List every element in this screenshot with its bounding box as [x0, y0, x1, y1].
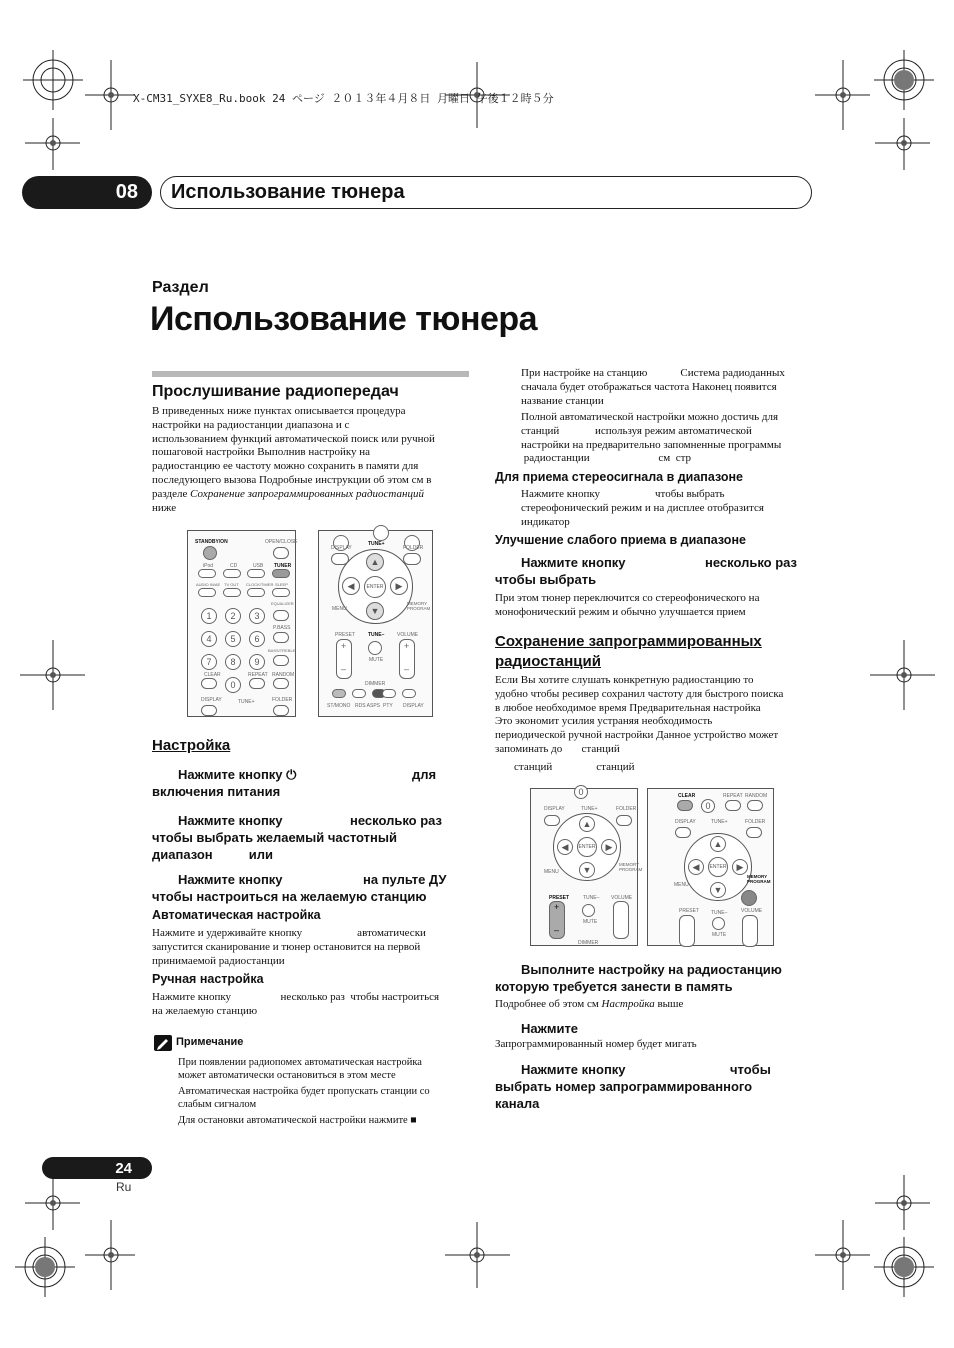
presets-text [495, 674, 815, 757]
digit-1-button[interactable]: 1 [201, 608, 217, 624]
chapter-number: 08 [22, 176, 152, 209]
body-line: индикатор [521, 515, 570, 528]
pty-label: PTY [383, 703, 393, 709]
tuner-label: TUNER [274, 563, 292, 569]
equalizer-button[interactable] [273, 610, 289, 621]
tune-down-button[interactable]: ▼ [579, 862, 595, 878]
digit-5-button[interactable]: 5 [225, 631, 241, 647]
step-text: чтобы настроиться на желаемую станцию [152, 889, 427, 904]
step-text: Нажмите кнопку [521, 555, 626, 570]
weak-reception-step [495, 554, 815, 588]
step-text: чтобы выбрать [495, 572, 597, 587]
folder-label: FOLDER [745, 819, 766, 825]
note-line: может автоматически остановиться в этом месте [178, 1070, 396, 1081]
mute-button[interactable] [368, 641, 382, 655]
random-label: RANDOM [745, 793, 768, 799]
tune-plus-label: TUNE+ [368, 541, 385, 547]
body-line: Нажмите кнопку чтобы выбрать [521, 488, 725, 500]
body-line: Нажмите и удерживайте кнопку автоматически [152, 927, 426, 939]
st-mono-label: ST/MONO [327, 703, 351, 709]
preset-step-2-note: Запрограммированный номер будет мигать [495, 1038, 697, 1050]
usb-label: USB [253, 563, 264, 569]
audio-in-button[interactable] [198, 588, 216, 597]
random-label: RANDOM [272, 672, 295, 678]
tune-down-button[interactable]: ▼ [710, 882, 726, 898]
step-text: включения питания [152, 784, 281, 799]
mute-label: MUTE [369, 657, 384, 663]
tuning-link[interactable]: Настройка [601, 998, 655, 1010]
bass-treble-label: BASS/TREBLE [268, 648, 296, 653]
intro-line: ниже [152, 501, 177, 514]
cd-label: CD [230, 563, 238, 569]
body-line: удобно чтобы ресивер сохранил частоту для быстрого поиска [495, 687, 784, 700]
digit-4-button[interactable]: 4 [201, 631, 217, 647]
play-button[interactable] [352, 689, 366, 698]
standby-label: STANDBY/ON [195, 539, 228, 545]
enter-button[interactable]: ENTER [364, 576, 386, 598]
open-close-label: OPEN/CLOSE [265, 539, 298, 545]
listening-heading: Прослушивание радиопередач [152, 383, 399, 400]
clock-timer-button[interactable] [247, 588, 265, 597]
page-number: 24 [42, 1157, 152, 1179]
intro-paragraph [152, 405, 472, 515]
step-text: на пульте ДУ [363, 872, 447, 887]
ipod-label: iPod [203, 563, 214, 569]
open-close-button[interactable] [273, 547, 289, 559]
auto-preset-paragraph [521, 411, 821, 466]
usb-button[interactable] [247, 569, 265, 578]
folder-button[interactable] [403, 553, 421, 565]
body-line: периодической ручной настройки Данное устройство может [495, 729, 779, 742]
note-list [178, 1056, 478, 1127]
step-text: Нажмите кнопку [178, 813, 283, 828]
rds-paragraph [521, 367, 821, 408]
cd-button[interactable] [223, 569, 241, 578]
body-line: в любое необходимое время Предварительная настройка [495, 701, 761, 714]
menu-label: MENU [544, 869, 559, 875]
digit-2-button[interactable]: 2 [225, 608, 241, 624]
mute-button[interactable] [712, 917, 725, 930]
tune-plus-label: TUNE+ [581, 806, 598, 812]
step-text: для [412, 767, 437, 782]
clear-button[interactable] [201, 678, 217, 689]
remote-illustration-navigation [318, 530, 433, 717]
auto-tuning-heading: Автоматическая настройка [152, 908, 321, 922]
clear-label: CLEAR [204, 672, 221, 678]
mute-button[interactable] [582, 904, 595, 917]
tune-up-button[interactable]: ▲ [579, 816, 595, 832]
stereo-text [521, 488, 821, 529]
clear-button[interactable] [677, 800, 693, 811]
repeat-label: REPEAT [723, 793, 743, 799]
body-line: радиостанции см стр [521, 452, 692, 465]
intro-line: пошаговой настройки Выполнив настройку на [152, 446, 371, 459]
body-line: Это экономит усилия устраняя необходимость [495, 715, 713, 728]
body-line: станций станций [514, 761, 635, 773]
tune-plus-label: TUNE+ [711, 819, 728, 825]
step-text: Нажмите кнопку [521, 1062, 626, 1077]
intro-line: радиостанцию ее частоту можно сохранить в памяти для [152, 460, 419, 473]
sleep-label: SLEEP [275, 582, 288, 587]
left-arrow-button[interactable]: ◀ [557, 839, 573, 855]
clear-label: CLEAR [678, 793, 696, 799]
intro-line: В приведенных ниже пунктах описывается процедура [152, 405, 406, 417]
repeat-button[interactable] [725, 800, 741, 811]
repeat-button[interactable] [249, 678, 265, 689]
digit-0-button[interactable]: 0 [701, 799, 715, 813]
note-line: слабым сигналом [178, 1099, 257, 1110]
menu-label: MENU [674, 882, 689, 888]
remote-illustration-memory [647, 788, 774, 946]
round-button[interactable] [373, 525, 389, 541]
intro-ref-line [152, 488, 472, 502]
page-language: Ru [116, 1180, 132, 1194]
note-prefix: Подробнее об этом см [495, 998, 602, 1010]
folder-label: FOLDER [403, 545, 424, 551]
display-label: DISPLAY [544, 806, 565, 812]
right-arrow-button[interactable]: ▶ [390, 577, 408, 595]
tv-out-label: TV OUT [224, 582, 239, 587]
weak-reception-text [495, 592, 815, 620]
body-line: принимаемой радиостанции [152, 954, 285, 967]
display-button[interactable] [544, 815, 560, 826]
folder-button[interactable] [746, 827, 762, 838]
body-line: При настройке на станцию Система радиоданных [521, 367, 785, 379]
note-line: При появлении радиопомех автоматическая настройка [178, 1057, 422, 1068]
manual-tuning-heading: Ручная настройка [152, 972, 264, 986]
tune-plus-label: TUNE+ [238, 699, 255, 705]
intro-line: последующего вызова Подробные инструкции об этом см в [152, 473, 432, 486]
note-heading: Примечание [176, 1036, 244, 1048]
preset-minus-label: – [341, 664, 347, 674]
body-line: стереофонический режим и на дисплее отобразится [521, 501, 764, 514]
folder-button[interactable] [273, 705, 289, 716]
preset-plus-label: + [341, 641, 347, 651]
dimmer-label: DIMMER [365, 681, 386, 687]
random-button[interactable] [747, 800, 763, 811]
step-text: несколько раз [705, 555, 798, 570]
rewind-button[interactable] [332, 689, 346, 698]
stations-line [514, 761, 635, 775]
remote-illustration-main [187, 530, 296, 717]
equalizer-label: EQUALIZER [271, 601, 294, 606]
body-line: При этом тюнер переключится со стереофонического на [495, 592, 760, 604]
intro-line: использованием функций автоматической поиск или ручной [152, 432, 435, 445]
manual-tuning-text [152, 991, 472, 1019]
body-line: станций используя режим автоматической [521, 424, 752, 437]
random-button[interactable] [273, 678, 289, 689]
display-label: DISPLAY [403, 703, 424, 709]
memory-program-label: MEMORY PROGRAM [747, 874, 771, 884]
memory-program-label: MEMORY PROGRAM [619, 862, 643, 872]
tune-up-button[interactable]: ▲ [710, 836, 726, 852]
section-label: Раздел [152, 279, 209, 296]
digit-7-button[interactable]: 7 [201, 654, 217, 670]
body-line: запоминать до станций [495, 742, 620, 755]
tune-minus-label: TUNE– [583, 895, 600, 901]
body-line: Нажмите кнопку несколько раз чтобы настроиться [152, 991, 440, 1003]
note-pencil-icon [154, 1035, 172, 1051]
preset-rocker[interactable] [679, 915, 695, 947]
body-line: название станции [521, 394, 604, 407]
volume-label: VOLUME [397, 632, 419, 638]
intro-ref-link[interactable]: Сохранение запрограммированных радиостанций [190, 487, 424, 500]
tuning-step-2 [152, 812, 472, 863]
note-line: Для остановки автоматической настройки нажмите ■ [178, 1115, 417, 1126]
display-label: DISPLAY [201, 697, 222, 703]
left-arrow-button[interactable]: ◀ [688, 859, 704, 875]
remote-illustration-preset [530, 787, 643, 946]
sleep-button[interactable] [272, 588, 290, 597]
presets-heading [495, 632, 762, 672]
forward-button[interactable] [402, 689, 416, 698]
dimmer-label: DIMMER [578, 940, 599, 946]
preset-step-1-note [495, 998, 683, 1012]
preset-step-1 [495, 961, 815, 995]
step-text: чтобы [730, 1062, 771, 1077]
mute-label: MUTE [583, 919, 598, 925]
digit-8-button[interactable]: 8 [225, 654, 241, 670]
body-line: Полной автоматической настройки можно достичь для [521, 411, 779, 423]
digit-9-button[interactable]: 9 [249, 654, 265, 670]
volume-label: VOLUME [741, 908, 763, 914]
preset-label: PRESET [335, 632, 356, 638]
enter-button[interactable]: ENTER [708, 857, 728, 877]
step-text: Нажмите кнопку [178, 872, 283, 887]
step-text: несколько раз [350, 813, 443, 828]
digit-6-button[interactable]: 6 [249, 631, 265, 647]
menu-label: MENU [332, 606, 347, 612]
bass-treble-button[interactable] [273, 655, 289, 666]
memory-program-label: MEMORY PROGRAM [407, 601, 431, 611]
tuning-heading: Настройка [152, 737, 231, 754]
note-suffix: выше [654, 998, 684, 1010]
body-line: Если Вы хотите слушать конкретную радиостанцию то [495, 674, 754, 686]
folder-label: FOLDER [616, 806, 637, 812]
step-text: выбрать номер запрограммированного [495, 1079, 753, 1094]
right-arrow-button[interactable]: ▶ [732, 859, 748, 875]
audio-in-label: AUDIO IN/AE [196, 582, 221, 587]
standby-button[interactable] [203, 546, 217, 560]
clock-timer-label: CLOCK/TIMER [246, 582, 274, 587]
tune-minus-label: TUNE– [368, 632, 385, 638]
presets-heading-line: радиостанций [495, 653, 601, 670]
preset-label: PRESET [549, 895, 570, 901]
tuning-step-3 [152, 871, 472, 905]
display-button[interactable] [675, 827, 691, 838]
tv-out-button[interactable] [223, 588, 241, 597]
display-label: DISPLAY [675, 819, 696, 825]
tuner-button[interactable] [272, 569, 290, 578]
volume-minus-label: – [404, 664, 410, 674]
pause-button[interactable] [382, 689, 396, 698]
mute-label: MUTE [712, 932, 727, 938]
folder-button[interactable] [616, 815, 632, 826]
step-text: канала [495, 1096, 540, 1111]
step-text: чтобы выбрать желаемый частотный [152, 830, 397, 845]
body-line: запустится сканирование и тюнер остановится на первой [152, 940, 421, 953]
ipod-button[interactable] [198, 569, 216, 578]
preset-step-2: Нажмите [521, 1021, 579, 1036]
digit-0-button[interactable]: 0 [225, 677, 241, 693]
page-title: Использование тюнера [150, 300, 538, 338]
rds-asps-label: RDS ASPS [355, 703, 381, 709]
pbass-button[interactable] [273, 632, 289, 643]
preset-minus-label: – [554, 925, 560, 935]
preset-plus-label: + [554, 902, 560, 912]
chapter-title: Использование тюнера [160, 176, 812, 209]
display-label: DISPLAY [331, 545, 352, 551]
volume-plus-label: + [404, 641, 410, 651]
body-line: сначала будет отображаться частота Наконец появится [521, 380, 777, 393]
print-header: X-CM31_SYXE8_Ru.book 24 ページ ２０１３年４月８日 月曜日 午後１２時５分 [133, 92, 554, 105]
folder-label: FOLDER [272, 697, 293, 703]
step-text: Выполните настройку на радиостанцию [521, 962, 782, 977]
weak-reception-heading: Улучшение слабого приема в диапазоне [495, 533, 746, 547]
tune-up-button[interactable]: ▲ [366, 553, 384, 571]
preset-label: PRESET [679, 908, 700, 914]
volume-rocker[interactable] [742, 915, 758, 947]
body-line: настройки на предварительно запомненные программы [521, 438, 782, 451]
tune-down-button[interactable]: ▼ [366, 602, 384, 620]
digit-0-button[interactable]: 0 [574, 785, 588, 799]
preset-step-3 [495, 1061, 815, 1112]
intro-line: настройки на радиостанции диапазона и с [152, 418, 350, 431]
note-line: Автоматическая настройка будет пропускать станции со [178, 1086, 430, 1097]
memory-program-button[interactable] [741, 890, 757, 906]
step-text: которую требуется занести в память [495, 979, 733, 994]
body-line: на желаемую станцию [152, 1004, 258, 1017]
volume-rocker[interactable] [613, 901, 629, 939]
tuning-step-1 [152, 766, 472, 800]
body-line: монофонический режим и обычно улучшается прием [495, 605, 746, 618]
pbass-label: P.BASS [273, 625, 291, 631]
step-text: диапазон или [152, 847, 274, 862]
enter-button[interactable]: ENTER [577, 837, 597, 857]
repeat-label: REPEAT [248, 672, 268, 678]
presets-heading-line: Сохранение запрограммированных [495, 633, 762, 650]
tune-minus-label: TUNE– [711, 910, 728, 916]
stereo-heading: Для приема стереосигнала в диапазоне [495, 470, 743, 484]
volume-label: VOLUME [611, 895, 633, 901]
digit-3-button[interactable]: 3 [249, 608, 265, 624]
display-button[interactable] [201, 705, 217, 716]
right-arrow-button[interactable]: ▶ [601, 839, 617, 855]
auto-tuning-text [152, 927, 472, 968]
left-arrow-button[interactable]: ◀ [342, 577, 360, 595]
step-text: Нажмите кнопку ⏻ [178, 767, 297, 782]
section-rule [152, 371, 469, 377]
intro-ref-prefix: разделе [152, 487, 191, 500]
